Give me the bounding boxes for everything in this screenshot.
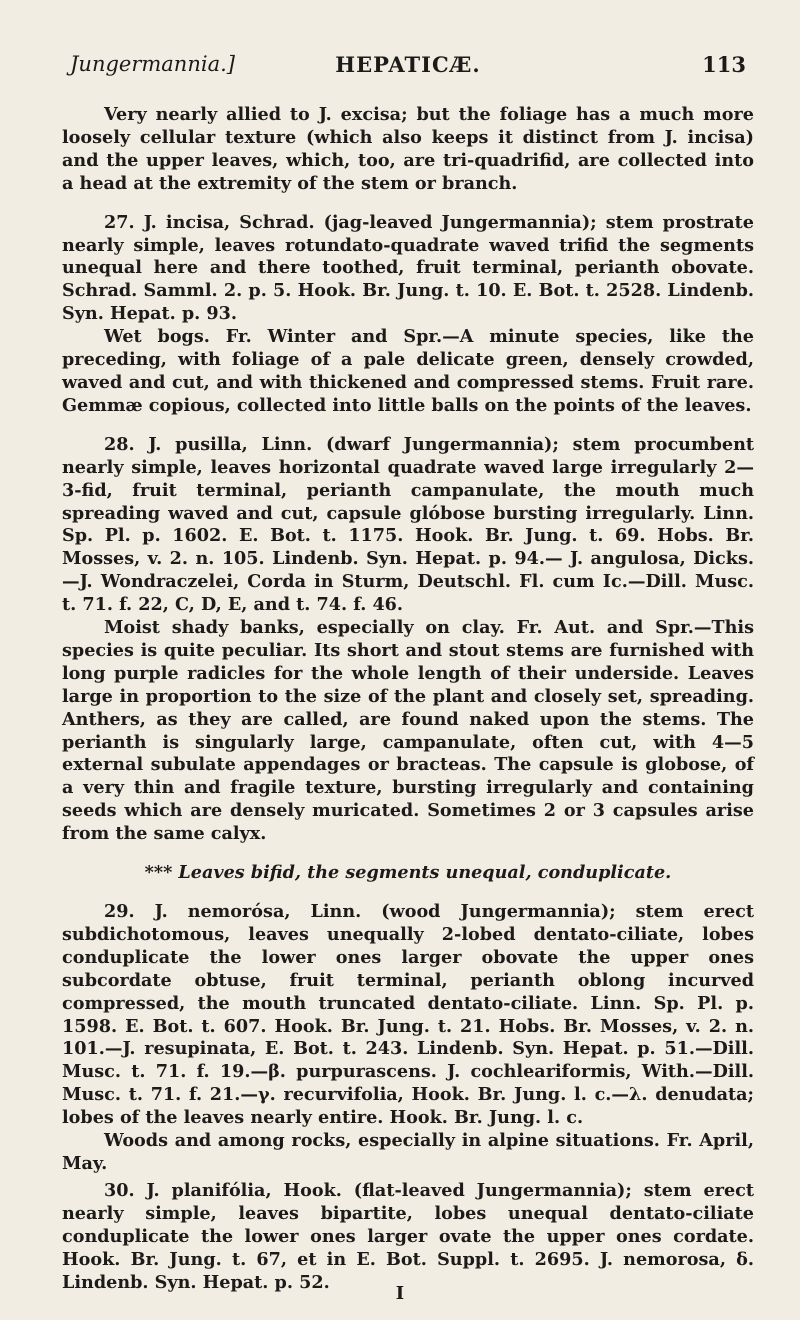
- paragraph-intro: Very nearly allied to J. excisa; but the foliage has a much more loosely cellular texture (which also keeps it distinct from J. incisa) and the upper leaves, which, too, are tri-quadrifid, are collected into a head at the extremity of the stem or branch.: [62, 104, 754, 194]
- paragraph-species-27: 27. J. incisa, Schrad. (jag-leaved Jungermannia); stem prostrate nearly simple, leaves rotundato-quadrate waved trifid the segments unequal here and there toothed, fruit terminal, perianth obovate. Schrad. Samml. 2. p. 5. Hook. Br. Jung. t. 10. E. Bot. t. 2528. Lindenb. Syn. Hepat. p. 93.: [62, 211, 754, 325]
- page-number: 113: [702, 52, 746, 77]
- paragraph-species-30: 30. J. planifólia, Hook. (flat-leaved Jungermannia); stem erect nearly simple, leaves bipartite, lobes unequal dentato-ciliate conduplicate the lower ones larger ovate the upper ones cordate. Hook. Br. Jung. t. 67, et in E. Bot. Suppl. t. 2695. J. nemorosa, δ. Lindenb. Syn. Hepat. p. 52.: [62, 1179, 754, 1293]
- paragraph-species-27-habitat: Wet bogs. Fr. Winter and Spr.—A minute species, like the preceding, with foliage of a pale delicate green, densely crowded, waved and cut, and with thickened and compressed stems. Fruit rare. Gemmæ copious, collected into little balls on the points of the leaves.: [62, 326, 754, 416]
- paragraph-species-29-habitat: Woods and among rocks, especially in alpine situations. Fr. April, May.: [62, 1130, 754, 1174]
- running-header: [62, 52, 754, 84]
- header-title: HEPATICÆ.: [335, 52, 481, 77]
- paragraph-species-28: 28. J. pusilla, Linn. (dwarf Jungermannia); stem procumbent nearly simple, leaves horizontal quadrate waved large irregularly 2—3-fid, fruit terminal, perianth campanulate, the mouth much spreading waved and cut, capsule glóbose bursting irregularly. Linn. Sp. Pl. p. 1602. E. Bot. t. 1175. Hook. Br. Jung. t. 69. Hobs. Br. Mosses, v. 2. n. 105. Lindenb. Syn. Hepat. p. 94.— J. angulosa, Dicks.—J. Wondraczelei, Corda in Sturm, Deutschl. Fl. cum Ic.—Dill. Musc. t. 71. f. 22, C, D, E, and t. 74. f. 46.: [62, 433, 754, 616]
- section-heading: *** Leaves bifid, the segments unequal, conduplicate.: [144, 862, 672, 884]
- signature-mark: I: [395, 1283, 405, 1304]
- paragraph-species-29: 29. J. nemorósa, Linn. (wood Jungermannia); stem erect subdichotomous, leaves unequally 2-lobed dentato-ciliate, lobes conduplicate the lower ones larger obovate the upper ones subcordate obtuse, fruit terminal, perianth oblong incurved compressed, the mouth truncated dentato-ciliate. Linn. Sp. Pl. p. 1598. E. Bot. t. 607. Hook. Br. Jung. t. 21. Hobs. Br. Mosses, v. 2. n. 101.—J. resupinata, E. Bot. t. 243. Lindenb. Syn. Hepat. p. 51.—Dill. Musc. t. 71. f. 19.—β. purpurascens. J. cochleariformis, With.—Dill. Musc. t. 71. f. 21.—γ. recurvifolia, Hook. Br. Jung. l. c.—λ. denudata; lobes of the leaves nearly entire. Hook. Br. Jung. l. c.: [62, 901, 754, 1129]
- header-genus: Jungermannia.]: [70, 52, 235, 76]
- paragraph-species-28-habitat: Moist shady banks, especially on clay. Fr. Aut. and Spr.—This species is quite peculiar. Its short and stout stems are furnished with long purple radicles for the whole length of their underside. Leaves large in proportion to the size of the plant and closely set, spreading. Anthers, as they are called, are found naked upon the stems. The perianth is singularly large, campanulate, often cut, with 4—5 external subulate appendages or bracteas. The capsule is globose, of a very thin and fragile texture, bursting irregularly and containing seeds which are densely muricated. Sometimes 2 or 3 capsules arise from the same calyx.: [62, 617, 754, 845]
